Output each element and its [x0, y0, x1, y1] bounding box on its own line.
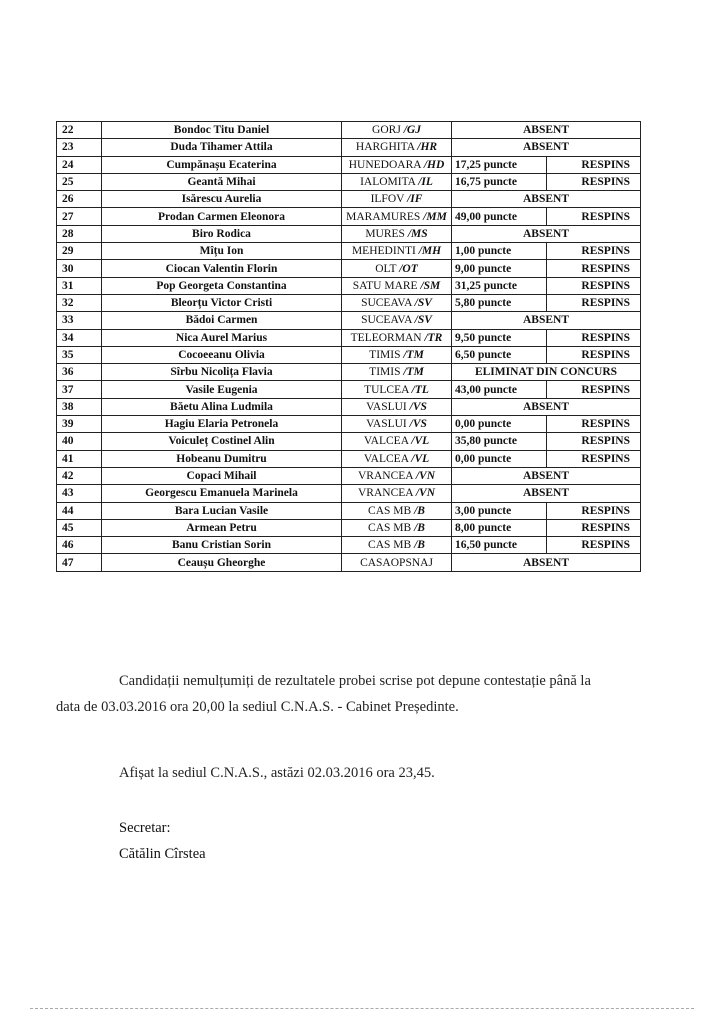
county-cell [342, 554, 452, 571]
county-name: SUCEAVA [361, 297, 415, 310]
candidate-name: Băetu Alina Ludmila [102, 398, 342, 415]
county-code: /B [414, 521, 425, 534]
county-code: /MH [418, 245, 442, 258]
county-name: TULCEA [364, 383, 412, 396]
table-row [57, 537, 641, 554]
county-name: CASAOPSNAJ [360, 556, 433, 569]
county-name: GORJ [372, 124, 404, 137]
candidate-name: Georgescu Emanuela Marinela [102, 485, 342, 502]
candidate-name: Cocoeeanu Olivia [102, 346, 342, 363]
result-cell: ABSENT [452, 191, 641, 208]
county-code: /VN [415, 487, 435, 500]
county-name: VRANCEA [358, 487, 416, 500]
table-row [57, 312, 641, 329]
county-name: MURES [365, 227, 408, 240]
county-cell [342, 122, 452, 139]
candidate-name: Mîțu Ion [102, 243, 342, 260]
table-row [57, 433, 641, 450]
county-name: SUCEAVA [361, 314, 415, 327]
result-cell: RESPINS [546, 329, 641, 346]
result-cell: RESPINS [546, 450, 641, 467]
candidate-name: Pop Georgeta Constantina [102, 277, 342, 294]
row-number: 33 [57, 312, 102, 329]
county-code: /OT [399, 262, 418, 275]
county-name: VALCEA [363, 435, 412, 448]
candidate-name: Ciocan Valentin Florin [102, 260, 342, 277]
row-number: 38 [57, 398, 102, 415]
county-cell [342, 191, 452, 208]
county-cell [342, 208, 452, 225]
county-cell [342, 260, 452, 277]
results-table-body [57, 122, 641, 572]
county-cell [342, 502, 452, 519]
table-row [57, 554, 641, 571]
candidate-name: Banu Cristian Sorin [102, 537, 342, 554]
county-code: /SM [420, 279, 441, 292]
county-code: /SV [414, 314, 432, 327]
result-cell: RESPINS [546, 173, 641, 190]
county-name: TIMIS [369, 349, 404, 361]
county-code: /VS [409, 418, 427, 431]
table-row [57, 346, 641, 363]
signature-name: Cătălin Cîrstea [119, 846, 206, 862]
result-cell: ABSENT [452, 139, 641, 156]
score-cell: 35,80 puncte [452, 433, 547, 450]
county-code: /TM [403, 349, 424, 361]
candidate-name: Sîrbu Nicolița Flavia [102, 364, 342, 381]
score-cell: 16,50 puncte [452, 537, 547, 554]
candidate-name: Biro Rodica [102, 225, 342, 242]
score-cell: 0,00 puncte [452, 416, 547, 433]
candidate-name: Prodan Carmen Eleonora [102, 208, 342, 225]
county-name: MARAMURES [346, 210, 424, 223]
row-number: 46 [57, 537, 102, 554]
row-number: 44 [57, 502, 102, 519]
table-row [57, 260, 641, 277]
candidate-name: Ceaușu Gheorghe [102, 554, 342, 571]
result-cell: RESPINS [546, 433, 641, 450]
score-cell: 3,00 puncte [452, 502, 547, 519]
county-name: MEHEDINTI [351, 245, 419, 258]
result-cell: RESPINS [546, 416, 641, 433]
row-number: 43 [57, 485, 102, 502]
row-number: 28 [57, 225, 102, 242]
county-code: /TR [424, 331, 443, 344]
row-number: 29 [57, 243, 102, 260]
row-number: 26 [57, 191, 102, 208]
county-code: /VN [415, 470, 435, 483]
score-cell: 16,75 puncte [452, 173, 547, 190]
county-name: CAS MB [368, 539, 415, 552]
county-code: /VL [411, 435, 430, 448]
result-cell: ABSENT [452, 485, 641, 502]
county-name: VRANCEA [358, 470, 416, 483]
posted-notice: Afișat la sediul C.N.A.S., astăzi 02.03.2016 ora 23,45. [119, 765, 435, 781]
result-cell: RESPINS [546, 156, 641, 173]
table-row [57, 329, 641, 346]
table-row [57, 122, 641, 139]
candidate-name: Isărescu Aurelia [102, 191, 342, 208]
candidate-name: Nica Aurel Marius [102, 329, 342, 346]
contest-notice-line-1: Candidații nemulțumiți de rezultatele probei scrise pot depune contestație până la [119, 673, 591, 689]
result-cell: RESPINS [546, 537, 641, 554]
county-code: /B [414, 539, 425, 552]
score-cell: 0,00 puncte [452, 450, 547, 467]
row-number: 25 [57, 173, 102, 190]
score-cell: 6,50 puncte [452, 346, 547, 363]
county-name: VASLUI [366, 418, 410, 431]
county-cell [342, 173, 452, 190]
county-code: /TM [403, 366, 424, 379]
row-number: 45 [57, 519, 102, 536]
table-row [57, 485, 641, 502]
result-cell: ABSENT [452, 225, 641, 242]
county-name: ILFOV [370, 193, 408, 206]
county-cell [342, 537, 452, 554]
county-name: CAS MB [368, 521, 415, 534]
county-cell [342, 416, 452, 433]
table-row [57, 416, 641, 433]
county-name: IALOMITA [360, 176, 419, 189]
county-cell [342, 433, 452, 450]
row-number: 40 [57, 433, 102, 450]
score-cell: 49,00 puncte [452, 208, 547, 225]
county-code: /B [414, 504, 425, 517]
county-cell [342, 277, 452, 294]
page-footer-divider [30, 1008, 694, 1009]
row-number: 24 [57, 156, 102, 173]
county-code: /GJ [403, 124, 421, 137]
score-cell: 43,00 puncte [452, 381, 547, 398]
result-cell: RESPINS [546, 519, 641, 536]
table-row [57, 519, 641, 536]
signature-role: Secretar: [119, 820, 171, 836]
row-number: 31 [57, 277, 102, 294]
result-cell: RESPINS [546, 346, 641, 363]
county-cell [342, 139, 452, 156]
county-cell [342, 225, 452, 242]
table-row [57, 243, 641, 260]
score-cell: 17,25 puncte [452, 156, 547, 173]
row-number: 35 [57, 346, 102, 363]
row-number: 36 [57, 364, 102, 381]
candidate-name: Bondoc Titu Daniel [102, 122, 342, 139]
table-row [57, 294, 641, 311]
county-name: CAS MB [368, 504, 415, 517]
table-row [57, 277, 641, 294]
county-code: /IF [407, 193, 423, 206]
result-cell: ABSENT [452, 312, 641, 329]
score-cell: 9,50 puncte [452, 329, 547, 346]
table-row [57, 502, 641, 519]
county-name: VALCEA [363, 452, 412, 465]
contest-notice-line-2: data de 03.03.2016 ora 20,00 la sediul C.N.A.S. - Cabinet Președinte. [56, 699, 459, 715]
score-cell: 1,00 puncte [452, 243, 547, 260]
county-cell [342, 485, 452, 502]
candidate-name: Geantă Mihai [102, 173, 342, 190]
county-code: /HR [417, 141, 438, 154]
county-code: /MS [407, 227, 428, 240]
table-row [57, 450, 641, 467]
row-number: 42 [57, 467, 102, 484]
county-code: /MM [423, 210, 447, 223]
county-cell [342, 346, 452, 363]
county-code: /IL [418, 176, 433, 189]
county-cell [342, 243, 452, 260]
county-name: SATU MARE [352, 279, 421, 292]
row-number: 30 [57, 260, 102, 277]
candidate-name: Hagiu Elaria Petronela [102, 416, 342, 433]
table-row [57, 173, 641, 190]
candidate-name: Armean Petru [102, 519, 342, 536]
row-number: 32 [57, 294, 102, 311]
result-cell: RESPINS [546, 208, 641, 225]
county-cell [342, 156, 452, 173]
candidate-name: Bara Lucian Vasile [102, 502, 342, 519]
county-cell [342, 294, 452, 311]
county-cell [342, 329, 452, 346]
county-name: TELEORMAN [350, 331, 425, 344]
table-row [57, 225, 641, 242]
row-number: 47 [57, 554, 102, 571]
results-table [56, 121, 641, 572]
table-row [57, 139, 641, 156]
row-number: 37 [57, 381, 102, 398]
county-name: TIMIS [369, 366, 404, 379]
county-code: /HD [423, 158, 445, 171]
table-row [57, 156, 641, 173]
candidate-name: Voiculeț Costinel Alin [102, 433, 342, 450]
table-row [57, 364, 641, 381]
county-cell [342, 450, 452, 467]
table-row [57, 467, 641, 484]
result-cell: ABSENT [452, 122, 641, 139]
county-cell [342, 467, 452, 484]
result-cell: ABSENT [452, 554, 641, 571]
candidate-name: Duda Tihamer Attila [102, 139, 342, 156]
result-cell: ABSENT [452, 467, 641, 484]
result-cell: ELIMINAT DIN CONCURS [452, 364, 641, 381]
county-cell [342, 364, 452, 381]
contest-notice [56, 668, 666, 720]
score-cell: 8,00 puncte [452, 519, 547, 536]
row-number: 27 [57, 208, 102, 225]
candidate-name: Hobeanu Dumitru [102, 450, 342, 467]
score-cell: 5,80 puncte [452, 294, 547, 311]
row-number: 41 [57, 450, 102, 467]
table-row [57, 398, 641, 415]
result-cell: RESPINS [546, 502, 641, 519]
candidate-name: Copaci Mihail [102, 467, 342, 484]
result-cell: ABSENT [452, 398, 641, 415]
row-number: 23 [57, 139, 102, 156]
score-cell: 31,25 puncte [452, 277, 547, 294]
county-cell [342, 312, 452, 329]
county-cell [342, 381, 452, 398]
result-cell: RESPINS [546, 243, 641, 260]
county-name: HARGHITA [355, 141, 418, 154]
table-row [57, 191, 641, 208]
county-name: HUNEDOARA [348, 158, 424, 171]
score-cell: 9,00 puncte [452, 260, 547, 277]
county-cell [342, 519, 452, 536]
county-code: /SV [414, 297, 432, 310]
row-number: 22 [57, 122, 102, 139]
county-name: VASLUI [366, 400, 410, 413]
candidate-name: Cumpănașu Ecaterina [102, 156, 342, 173]
candidate-name: Bleorțu Victor Cristi [102, 294, 342, 311]
result-cell: RESPINS [546, 294, 641, 311]
county-code: /VS [409, 400, 427, 413]
table-row [57, 381, 641, 398]
candidate-name: Vasile Eugenia [102, 381, 342, 398]
county-code: /VL [411, 452, 430, 465]
county-code: /TL [411, 383, 429, 396]
result-cell: RESPINS [546, 381, 641, 398]
candidate-name: Bădoi Carmen [102, 312, 342, 329]
result-cell: RESPINS [546, 260, 641, 277]
county-name: OLT [375, 262, 400, 275]
county-cell [342, 398, 452, 415]
result-cell: RESPINS [546, 277, 641, 294]
table-row [57, 208, 641, 225]
row-number: 39 [57, 416, 102, 433]
row-number: 34 [57, 329, 102, 346]
